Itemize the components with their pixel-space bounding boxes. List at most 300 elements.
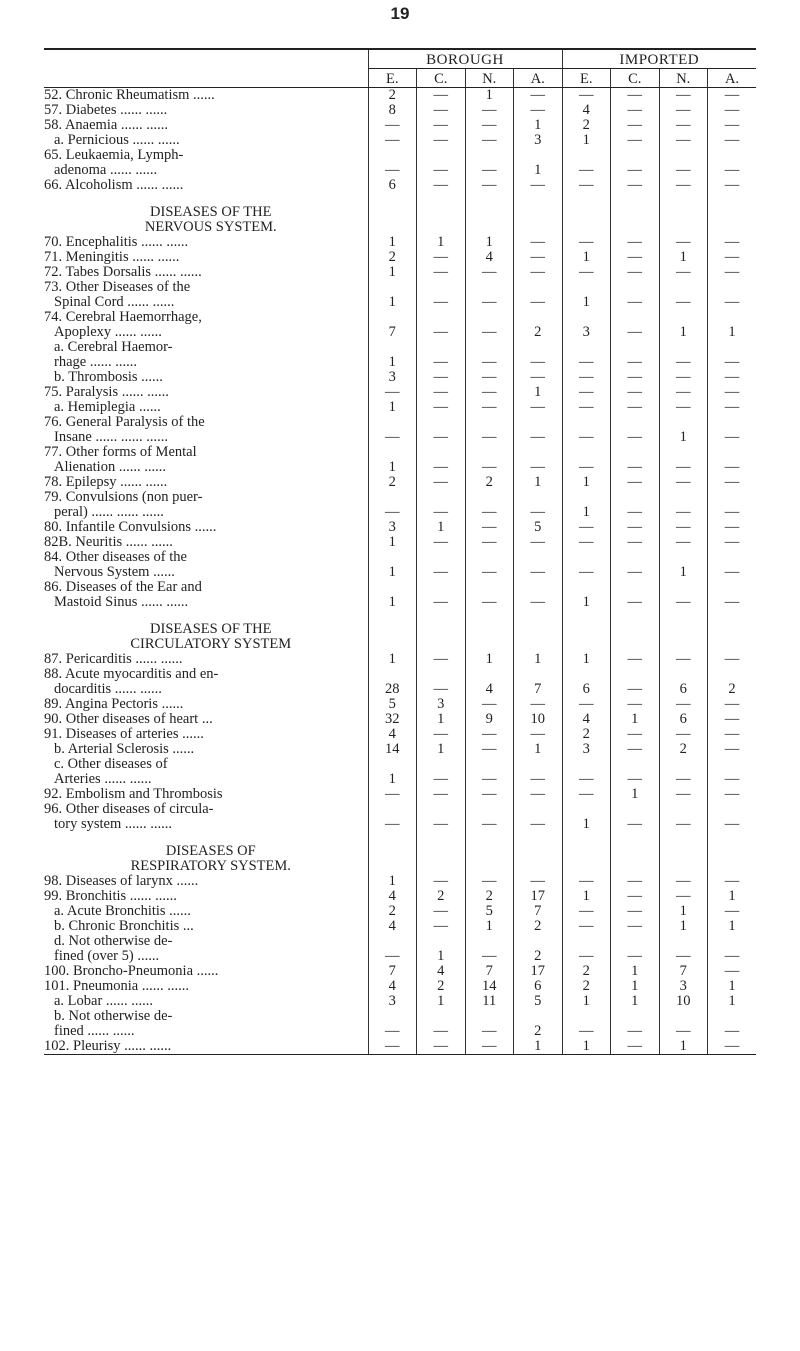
disease-label: 57. Diabetes ...... ...... xyxy=(44,103,168,118)
count-cell: — xyxy=(708,904,757,919)
count-cell: 4 xyxy=(368,727,417,742)
disease-label: d. Not otherwise de- xyxy=(54,934,173,949)
table-row xyxy=(44,550,756,565)
table-row xyxy=(44,1039,756,1055)
disease-label: 72. Tabes Dorsalis ...... ...... xyxy=(44,265,202,280)
count-cell: 5 xyxy=(514,994,563,1009)
header-col: E. xyxy=(368,69,417,88)
count-cell xyxy=(465,310,514,325)
count-cell: — xyxy=(465,163,514,178)
count-cell: 6 xyxy=(562,682,611,697)
header-borough: BOROUGH xyxy=(368,49,562,69)
count-cell: — xyxy=(465,430,514,445)
count-cell: — xyxy=(611,949,660,964)
count-cell: 1 xyxy=(611,964,660,979)
disease-label: Spinal Cord ...... ...... xyxy=(54,295,175,310)
count-cell: 14 xyxy=(465,979,514,994)
count-cell xyxy=(708,445,757,460)
disease-label: 102. Pleurisy ...... ...... xyxy=(44,1039,368,1055)
count-cell: 1 xyxy=(465,235,514,250)
empty-cell xyxy=(417,637,466,652)
table-row xyxy=(44,712,756,727)
header-col: C. xyxy=(417,69,466,88)
count-cell: — xyxy=(465,133,514,148)
disease-label: adenoma ...... ...... xyxy=(54,163,158,178)
count-cell: — xyxy=(417,1039,466,1055)
count-cell: — xyxy=(514,460,563,475)
count-cell: 10 xyxy=(659,994,708,1009)
count-cell: 1 xyxy=(562,250,611,265)
count-cell: 1 xyxy=(368,265,417,280)
count-cell xyxy=(562,148,611,163)
count-cell: 1 xyxy=(368,772,417,787)
count-cell xyxy=(611,934,660,949)
count-cell: — xyxy=(417,430,466,445)
count-cell: 28 xyxy=(368,682,417,697)
count-cell: — xyxy=(562,235,611,250)
count-cell xyxy=(659,550,708,565)
count-cell: — xyxy=(514,250,563,265)
count-cell: — xyxy=(611,163,660,178)
count-cell xyxy=(417,802,466,817)
count-cell: — xyxy=(659,697,708,712)
count-cell: — xyxy=(659,163,708,178)
count-cell: — xyxy=(417,178,466,193)
count-cell: — xyxy=(514,505,563,520)
spacer-cell xyxy=(708,193,757,205)
disease-label: Arteries ...... ...... xyxy=(54,772,152,787)
spacer-cell xyxy=(44,610,368,622)
count-cell: — xyxy=(417,682,466,697)
count-cell: — xyxy=(708,370,757,385)
count-cell: 4 xyxy=(368,919,417,934)
count-cell: — xyxy=(417,163,466,178)
count-cell: — xyxy=(611,904,660,919)
disease-label: fined (over 5) ...... xyxy=(54,949,160,964)
count-cell: 2 xyxy=(514,1024,563,1039)
count-cell: — xyxy=(368,1039,417,1055)
section-heading: CIRCULATORY SYSTEM xyxy=(130,637,292,652)
count-cell xyxy=(465,550,514,565)
count-cell: 1 xyxy=(562,817,611,832)
count-cell: — xyxy=(465,1039,514,1055)
count-cell xyxy=(659,445,708,460)
table-row xyxy=(44,682,756,697)
count-cell xyxy=(611,667,660,682)
count-cell: 2 xyxy=(562,118,611,133)
count-cell: — xyxy=(465,949,514,964)
empty-cell xyxy=(368,220,417,235)
count-cell: — xyxy=(659,475,708,490)
count-cell xyxy=(562,490,611,505)
count-cell: 1 xyxy=(562,133,611,148)
count-cell: — xyxy=(611,118,660,133)
empty-cell xyxy=(368,637,417,652)
count-cell: — xyxy=(465,118,514,133)
count-cell: — xyxy=(465,742,514,757)
count-cell: — xyxy=(368,430,417,445)
count-cell xyxy=(562,280,611,295)
table-row xyxy=(44,505,756,520)
count-cell: — xyxy=(562,787,611,802)
empty-cell xyxy=(465,637,514,652)
count-cell: — xyxy=(465,565,514,580)
count-cell xyxy=(708,490,757,505)
count-cell xyxy=(368,667,417,682)
table-row xyxy=(44,520,756,535)
count-cell xyxy=(659,580,708,595)
section-heading: RESPIRATORY SYSTEM. xyxy=(130,859,291,874)
table-row xyxy=(44,979,756,994)
empty-cell xyxy=(708,637,757,652)
count-cell: — xyxy=(514,787,563,802)
count-cell xyxy=(562,667,611,682)
count-cell xyxy=(514,802,563,817)
count-cell xyxy=(514,757,563,772)
count-cell: — xyxy=(514,697,563,712)
count-cell xyxy=(708,934,757,949)
empty-cell xyxy=(659,859,708,874)
header-col: E. xyxy=(562,69,611,88)
count-cell: — xyxy=(562,535,611,550)
disease-label: a. Acute Bronchitis ...... xyxy=(54,904,191,919)
count-cell: 1 xyxy=(465,919,514,934)
count-cell: — xyxy=(514,370,563,385)
count-cell xyxy=(659,802,708,817)
count-cell: — xyxy=(611,295,660,310)
count-cell: — xyxy=(659,295,708,310)
empty-cell xyxy=(611,622,660,637)
empty-cell xyxy=(514,637,563,652)
count-cell: — xyxy=(368,385,417,400)
count-cell: — xyxy=(465,727,514,742)
count-cell xyxy=(514,280,563,295)
count-cell: — xyxy=(708,460,757,475)
count-cell: — xyxy=(514,88,563,104)
count-cell: — xyxy=(417,904,466,919)
count-cell: — xyxy=(465,400,514,415)
count-cell: 4 xyxy=(562,712,611,727)
count-cell: — xyxy=(417,325,466,340)
table-row xyxy=(44,325,756,340)
count-cell: — xyxy=(562,178,611,193)
count-cell: 2 xyxy=(659,742,708,757)
count-cell: — xyxy=(708,1024,757,1039)
count-cell: 1 xyxy=(514,475,563,490)
spacer-cell xyxy=(659,832,708,844)
count-cell xyxy=(514,445,563,460)
count-cell: — xyxy=(562,904,611,919)
count-cell: — xyxy=(465,295,514,310)
table-row xyxy=(44,178,756,193)
count-cell xyxy=(562,550,611,565)
count-cell: — xyxy=(659,1024,708,1039)
header-imported: IMPORTED xyxy=(562,49,756,69)
count-cell xyxy=(659,340,708,355)
count-cell: — xyxy=(611,133,660,148)
count-cell: — xyxy=(611,430,660,445)
disease-label: a. Cerebral Haemor- xyxy=(54,340,173,355)
disease-label: 89. Angina Pectoris ...... xyxy=(44,697,184,712)
count-cell: 2 xyxy=(465,889,514,904)
count-cell: 1 xyxy=(659,430,708,445)
count-cell xyxy=(562,934,611,949)
count-cell xyxy=(611,280,660,295)
count-cell: — xyxy=(708,178,757,193)
empty-cell xyxy=(611,859,660,874)
count-cell: — xyxy=(611,817,660,832)
count-cell xyxy=(708,757,757,772)
count-cell: — xyxy=(659,460,708,475)
count-cell: — xyxy=(659,535,708,550)
count-cell: 5 xyxy=(368,697,417,712)
count-cell xyxy=(465,445,514,460)
count-cell: 3 xyxy=(659,979,708,994)
spacer-cell xyxy=(611,832,660,844)
count-cell xyxy=(514,310,563,325)
count-cell xyxy=(562,802,611,817)
count-cell: — xyxy=(659,595,708,610)
count-cell: — xyxy=(708,964,757,979)
count-cell: — xyxy=(465,355,514,370)
section-heading-row xyxy=(44,205,756,220)
count-cell xyxy=(514,148,563,163)
table-row xyxy=(44,757,756,772)
count-cell: 4 xyxy=(417,964,466,979)
count-cell xyxy=(368,310,417,325)
disease-label: peral) ...... ...... ...... xyxy=(54,505,164,520)
table-row xyxy=(44,904,756,919)
disease-label: b. Chronic Bronchitis ... xyxy=(54,919,194,934)
table-row xyxy=(44,355,756,370)
count-cell: — xyxy=(708,88,757,104)
count-cell xyxy=(368,550,417,565)
count-cell: — xyxy=(417,727,466,742)
table-row xyxy=(44,148,756,163)
count-cell xyxy=(368,340,417,355)
count-cell: — xyxy=(708,1039,757,1055)
count-cell xyxy=(708,340,757,355)
count-cell: — xyxy=(465,787,514,802)
count-cell xyxy=(611,415,660,430)
disease-label: Alienation ...... ...... xyxy=(54,460,166,475)
count-cell: — xyxy=(708,772,757,787)
count-cell xyxy=(611,340,660,355)
count-cell: — xyxy=(514,400,563,415)
count-cell: 1 xyxy=(368,652,417,667)
count-cell: — xyxy=(708,652,757,667)
count-cell: — xyxy=(611,505,660,520)
table-row xyxy=(44,580,756,595)
count-cell: — xyxy=(417,103,466,118)
table-row xyxy=(44,802,756,817)
count-cell: — xyxy=(562,520,611,535)
empty-cell xyxy=(465,622,514,637)
count-cell: — xyxy=(708,163,757,178)
count-cell: — xyxy=(514,355,563,370)
count-cell: — xyxy=(368,133,417,148)
count-cell: — xyxy=(465,265,514,280)
count-cell xyxy=(611,580,660,595)
header-col: N. xyxy=(465,69,514,88)
count-cell: — xyxy=(514,595,563,610)
count-cell: — xyxy=(465,385,514,400)
count-cell: — xyxy=(611,772,660,787)
section-heading: DISEASES OF THE xyxy=(150,622,272,637)
count-cell: 3 xyxy=(368,994,417,1009)
count-cell xyxy=(417,667,466,682)
empty-cell xyxy=(562,622,611,637)
count-cell: — xyxy=(465,505,514,520)
count-cell: — xyxy=(562,430,611,445)
table-row xyxy=(44,265,756,280)
count-cell: — xyxy=(417,595,466,610)
table-row xyxy=(44,250,756,265)
count-cell: — xyxy=(708,103,757,118)
empty-cell xyxy=(417,844,466,859)
count-cell: — xyxy=(562,874,611,889)
count-cell xyxy=(611,310,660,325)
count-cell: — xyxy=(417,118,466,133)
empty-cell xyxy=(708,205,757,220)
count-cell: — xyxy=(611,250,660,265)
count-cell: 1 xyxy=(417,949,466,964)
disease-label: b. Not otherwise de- xyxy=(54,1009,173,1024)
table-row xyxy=(44,445,756,460)
count-cell: — xyxy=(708,595,757,610)
count-cell: — xyxy=(514,874,563,889)
count-cell xyxy=(562,1009,611,1024)
count-cell xyxy=(417,148,466,163)
count-cell: — xyxy=(417,535,466,550)
count-cell: 7 xyxy=(465,964,514,979)
count-cell xyxy=(465,340,514,355)
count-cell: 1 xyxy=(708,325,757,340)
disease-label: 76. General Paralysis of the xyxy=(44,415,205,430)
empty-cell xyxy=(611,844,660,859)
table-row xyxy=(44,295,756,310)
table-row xyxy=(44,430,756,445)
count-cell xyxy=(465,1009,514,1024)
count-cell: — xyxy=(611,874,660,889)
count-cell: — xyxy=(417,460,466,475)
count-cell: — xyxy=(708,355,757,370)
count-cell: — xyxy=(417,250,466,265)
header-col: A. xyxy=(708,69,757,88)
table-row xyxy=(44,874,756,889)
count-cell: — xyxy=(611,385,660,400)
table-row xyxy=(44,742,756,757)
count-cell: — xyxy=(417,874,466,889)
count-cell: 1 xyxy=(417,994,466,1009)
count-cell: — xyxy=(611,652,660,667)
count-cell: — xyxy=(611,370,660,385)
count-cell: — xyxy=(465,772,514,787)
empty-cell xyxy=(514,859,563,874)
count-cell: 1 xyxy=(659,904,708,919)
count-cell xyxy=(368,934,417,949)
count-cell xyxy=(417,757,466,772)
count-cell xyxy=(417,340,466,355)
count-cell: 1 xyxy=(514,385,563,400)
count-cell: 1 xyxy=(368,355,417,370)
count-cell xyxy=(611,1009,660,1024)
count-cell: — xyxy=(514,235,563,250)
count-cell xyxy=(368,415,417,430)
count-cell xyxy=(417,445,466,460)
spacer-cell xyxy=(417,193,466,205)
count-cell xyxy=(659,667,708,682)
count-cell: 5 xyxy=(514,520,563,535)
disease-label: a. Hemiplegia ...... xyxy=(54,400,161,415)
count-cell xyxy=(611,148,660,163)
count-cell xyxy=(514,340,563,355)
count-cell: — xyxy=(708,742,757,757)
count-cell: — xyxy=(611,889,660,904)
header-blank xyxy=(44,49,368,88)
empty-cell xyxy=(368,859,417,874)
count-cell: — xyxy=(465,103,514,118)
empty-cell xyxy=(708,844,757,859)
count-cell xyxy=(611,490,660,505)
count-cell: 1 xyxy=(708,889,757,904)
count-cell: — xyxy=(562,88,611,104)
count-cell xyxy=(514,550,563,565)
count-cell: 11 xyxy=(465,994,514,1009)
table-row xyxy=(44,385,756,400)
disease-label: 87. Pericarditis ...... ...... xyxy=(44,652,183,667)
count-cell: — xyxy=(659,103,708,118)
table-row xyxy=(44,400,756,415)
count-cell: 2 xyxy=(562,964,611,979)
count-cell: 1 xyxy=(562,1039,611,1055)
empty-cell xyxy=(417,220,466,235)
table-row xyxy=(44,133,756,148)
count-cell xyxy=(465,148,514,163)
count-cell: — xyxy=(417,370,466,385)
count-cell: 1 xyxy=(465,652,514,667)
count-cell: 1 xyxy=(368,565,417,580)
count-cell: 1 xyxy=(514,652,563,667)
count-cell: 3 xyxy=(562,742,611,757)
table-row xyxy=(44,934,756,949)
empty-cell xyxy=(562,637,611,652)
empty-cell xyxy=(514,622,563,637)
count-cell: — xyxy=(417,787,466,802)
count-cell: 1 xyxy=(659,919,708,934)
count-cell: — xyxy=(611,727,660,742)
table-row xyxy=(44,235,756,250)
count-cell: — xyxy=(514,430,563,445)
count-cell: — xyxy=(417,652,466,667)
count-cell: 2 xyxy=(417,889,466,904)
count-cell xyxy=(417,580,466,595)
count-cell: — xyxy=(659,370,708,385)
count-cell: — xyxy=(708,133,757,148)
count-cell: 1 xyxy=(659,1039,708,1055)
table-row xyxy=(44,652,756,667)
count-cell xyxy=(659,148,708,163)
count-cell xyxy=(611,802,660,817)
disease-label: 58. Anaemia ...... ...... xyxy=(44,118,169,133)
disease-label: Apoplexy ...... ...... xyxy=(54,325,162,340)
count-cell: — xyxy=(417,817,466,832)
empty-cell xyxy=(659,637,708,652)
spacer-cell xyxy=(514,610,563,622)
count-cell: 1 xyxy=(417,520,466,535)
count-cell: — xyxy=(465,817,514,832)
spacer-cell xyxy=(465,832,514,844)
